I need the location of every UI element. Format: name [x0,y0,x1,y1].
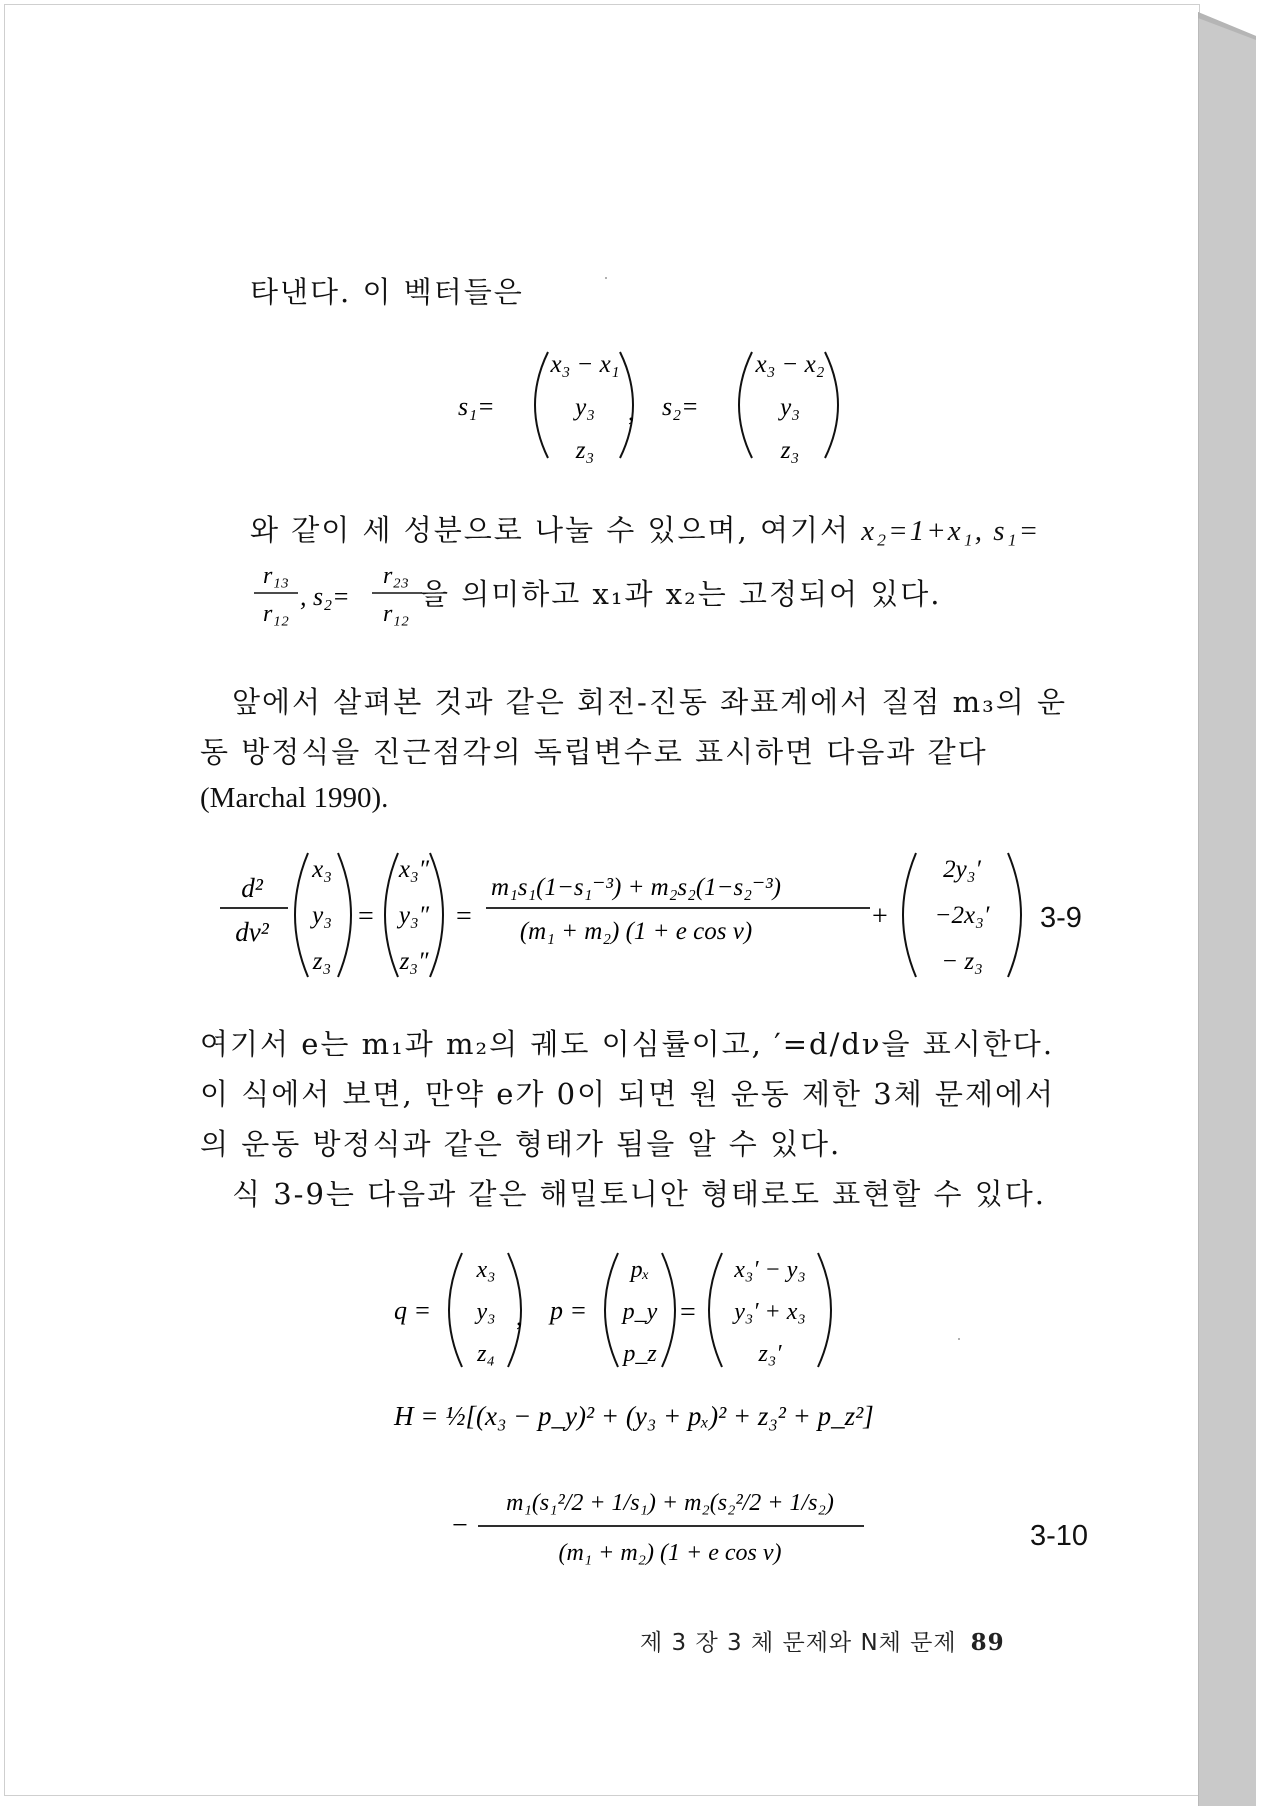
hamiltonian-frac-num: m₁(s₁²/2 + 1/s₁) + m₂(s₂²/2 + 1/s₂) [506,1490,834,1516]
eq-3-9-number: 3-9 [1040,902,1082,934]
eq39-vec2-row-1: x₃″ [398,856,430,883]
speck [605,277,607,279]
para1-line1-math: x₂=1+x₁, s₁= [861,515,1041,547]
svg-text:−: − [452,1510,468,1541]
q-label: q = [394,1296,432,1325]
s2-vector-row-2: y₃ [780,394,800,421]
p-vector-row-3: p_z [623,1341,657,1367]
footer-page-number: 89 [970,1629,1005,1656]
p-rhs-row-1: x₃′ − y₃ [734,1257,806,1283]
p-vector-row-2: p_y [622,1299,658,1325]
footer-chapter: 제 3 장 3 체 문제와 N체 문제 [640,1630,957,1656]
svg-text:=: = [456,901,472,932]
para4-line1: 식 3-9는 다음과 같은 해밀토니안 형태로도 표현할 수 있다. [232,1177,1046,1211]
intro-line: 타낸다. 이 벡터들은 [250,275,524,309]
equation-3-9 [200,845,1030,985]
para3-line1: 여기서 e는 m₁과 m₂의 궤도 이심률이고, ′=d/dν을 표시한다. [200,1027,1055,1061]
para2-line3: (Marchal 1990). [200,782,389,814]
para2-line2: 동 방정식을 진근점각의 독립변수로 표시하면 다음과 같다 [200,735,988,769]
para2-line1: 앞에서 살펴본 것과 같은 회전-진동 좌표계에서 질점 m₃의 운 [232,685,1067,719]
hamiltonian-frac-den: (m₁ + m₂) (1 + e cos ν) [558,1540,782,1566]
svg-text:=: = [680,1297,696,1328]
eq39-vec2-row-3: z₃″ [399,948,429,975]
eq39-vec3-row-1: 2y₃′ [943,856,981,883]
para1-line2-text: 을 의미하고 x₁과 x₂는 고정되어 있다. [420,577,942,611]
speck [958,1338,960,1340]
svg-text:,: , [516,1302,523,1331]
hamiltonian-line-1 [390,1385,910,1445]
eq39-d2: d² [241,873,263,903]
para3-line3: 의 운동 방정식과 같은 형태가 됨을 알 수 있다. [200,1127,842,1161]
s1-vector-row-3: z₃ [575,437,595,464]
running-footer [640,1624,1005,1657]
eq39-vec3-row-2: −2x₃′ [934,902,990,929]
p-vector-row-1: pₓ [630,1257,650,1283]
frac-r23-den: r₁₂ [382,601,410,627]
eq39-frac-num: m₁s₁(1−s₁⁻³) + m₂s₂(1−s₂⁻³) [491,874,781,901]
s-vectors-equation [440,340,880,470]
q-vector-row-1: x₃ [476,1257,496,1283]
q-vector-row-2: y₃ [476,1299,496,1325]
s2-vector-row-3: z₃ [780,437,800,464]
frac-r23-num: r₂₃ [382,563,410,589]
frac-r13-num: r₁₃ [262,563,290,589]
eq39-frac-den: (m₁ + m₂) (1 + e cos ν) [519,918,753,945]
s1-vector-row-1: x₃ − x₁ [550,351,620,378]
eq39-vec1-row-3: z₃ [312,948,332,975]
s2-vector-row-1: x₃ − x₂ [755,351,825,378]
eq39-vec1-row-1: x₃ [312,856,332,883]
para1-line1 [250,508,1040,549]
s2-equals: , s₂= [300,582,350,611]
p-rhs-row-3: z₃′ [758,1341,782,1367]
s1-label: s₁= [458,392,495,421]
svg-text:+: + [872,901,888,932]
hamiltonian-line-1-text: H = ½[(x₃ − p_y)² + (y₃ + pₓ)² + z₃² + p_z²] [394,1401,874,1431]
eq-3-10-number: 3-10 [1030,1520,1089,1552]
s2-label: s₂= [662,392,699,421]
eq39-vec2-row-2: y₃″ [398,902,430,929]
eq39-vec1-row-2: y₃ [312,902,332,929]
svg-text:=: = [358,901,374,932]
eq39-vec3-row-3: − z₃ [941,948,983,975]
svg-text:,: , [628,397,635,426]
q-p-vectors-equation [390,1245,850,1375]
s1-vector-row-2: y₃ [575,394,595,421]
hamiltonian-line-2 [450,1468,880,1578]
p-label: p = [550,1296,588,1325]
q-vector-row-3: z₄ [477,1341,495,1367]
p-rhs-row-2: y₃′ + x₃ [734,1299,806,1325]
para1-line1-text: 와 같이 세 성분으로 나눌 수 있으며, 여기서 [250,513,862,547]
para3-line2: 이 식에서 보면, 만약 e가 0이 되면 원 운동 제한 3체 문제에서 [200,1077,1055,1111]
fraction-r13-r12 [250,555,380,635]
frac-r13-den: r₁₂ [262,601,290,627]
book-thickness-edge [1198,0,1278,1806]
eq39-dnu2: dν² [235,917,269,947]
